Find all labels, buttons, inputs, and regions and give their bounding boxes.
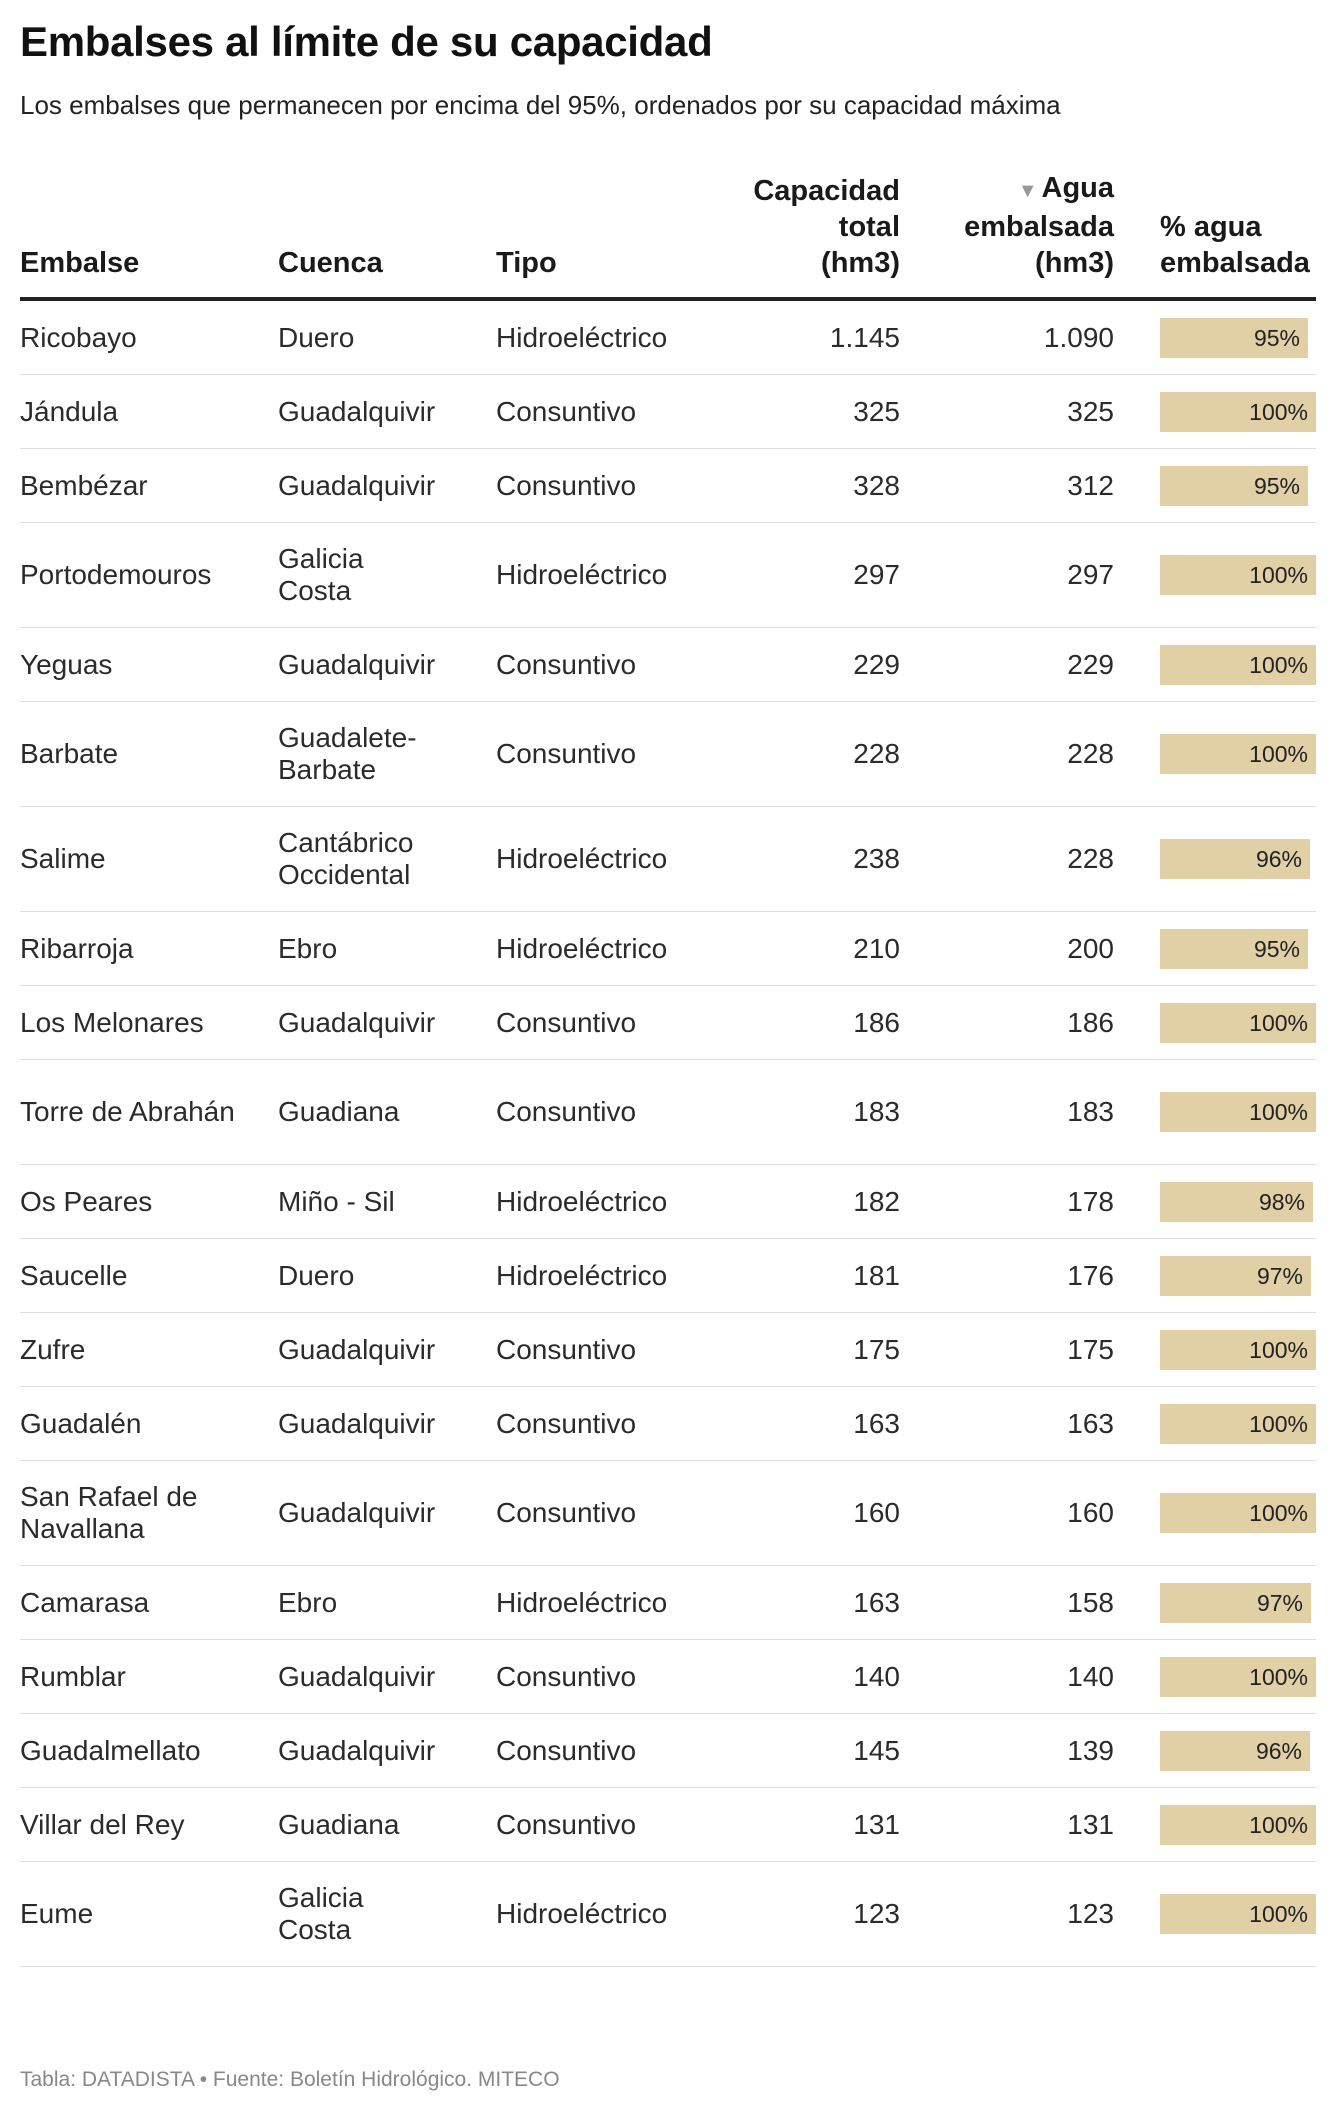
cell-embalse: Salime [20,843,106,874]
cell-cuenca: Duero [278,1259,355,1291]
cell-capacidad: 186 [853,1006,900,1038]
cell-agua: 139 [1067,1734,1114,1766]
cell-agua: 228 [1067,738,1114,769]
pct-bar-track [1160,1583,1316,1623]
cell-agua: 228 [1067,843,1114,874]
cell-agua: 200 [1067,932,1114,964]
cell-tipo: Consuntivo [496,648,637,680]
cell-agua: 178 [1067,1185,1114,1217]
header-pct-line1: % agua [1160,211,1262,243]
cell-cuenca: Galicia Costa [278,1882,364,1945]
pct-bar-track [1160,1657,1316,1697]
cell-agua: 312 [1067,469,1114,501]
pct-bar-track [1160,645,1316,685]
cell-tipo: Consuntivo [496,469,637,501]
cell-embalse: Camarasa [20,1586,150,1618]
cell-capacidad: 228 [853,738,900,769]
header-capacidad-line2: total [838,211,900,243]
pct-bar [1160,839,1310,879]
cell-embalse: Portodemouros [20,559,212,590]
cell-capacidad: 140 [853,1660,900,1692]
cell-tipo: Consuntivo [496,1734,637,1766]
header-agua[interactable] [900,170,1114,299]
pct-bar [1160,1493,1316,1533]
cell-embalse: Los Melonares [20,1006,204,1038]
cell-pct [1114,807,1316,912]
cell-pct [1114,1313,1316,1387]
cell-tipo: Consuntivo [496,1660,637,1692]
cell-cuenca: Guadalquivir [278,1407,436,1439]
header-tipo[interactable]: Tipo [496,247,557,279]
cell-tipo: Consuntivo [496,1096,637,1127]
header-cuenca[interactable]: Cuenca [278,247,383,279]
pct-bar [1160,1805,1316,1845]
table-row [20,1313,1316,1387]
cell-tipo: Hidroeléctrico [496,1185,668,1217]
cell-agua: 131 [1067,1808,1114,1840]
cell-pct [1114,628,1316,702]
cell-pct [1114,1566,1316,1640]
pct-label: 97% [1256,1589,1303,1616]
pct-bar [1160,1657,1316,1697]
cell-capacidad: 163 [853,1407,900,1439]
pct-label: 100% [1249,1500,1308,1526]
cell-tipo: Hidroeléctrico [496,321,668,353]
pct-bar-track [1160,1894,1316,1934]
cell-capacidad: 183 [853,1096,900,1127]
source-footer: Tabla: DATADISTA • Fuente: Boletín Hidrológico. MITECO [20,2068,560,2091]
cell-capacidad: 210 [853,932,900,964]
pct-bar-track [1160,466,1316,506]
cell-cuenca: Ebro [278,1586,338,1618]
cell-cuenca: Guadiana [278,1808,400,1840]
cell-cuenca: Guadalquivir [278,1006,436,1038]
table-row [20,523,1316,628]
pct-label: 100% [1249,741,1308,767]
table-row [20,986,1316,1060]
cell-capacidad: 238 [853,843,900,874]
cell-embalse: Ribarroja [20,932,134,964]
table-row [20,1239,1316,1313]
pct-label: 95% [1253,472,1300,499]
cell-agua: 1.090 [1043,321,1114,353]
pct-bar-track [1160,1256,1316,1296]
pct-bar-track [1160,929,1316,969]
pct-label: 100% [1249,1663,1308,1690]
cell-cuenca: Guadiana [278,1096,400,1127]
header-agua-line3: (hm3) [1035,247,1114,279]
header-capacidad-line3: (hm3) [821,247,900,279]
pct-bar [1160,555,1316,595]
pct-label: 95% [1253,324,1300,351]
cell-cuenca: Guadalquivir [278,1497,436,1528]
pct-label: 95% [1253,935,1300,962]
cell-embalse: Bembézar [20,469,148,501]
cell-embalse: Torre de Abrahán [20,1096,235,1127]
cell-embalse: Zufre [20,1333,86,1365]
pct-bar-track [1160,318,1316,358]
header-agua-line1 [900,170,1114,209]
cell-tipo: Consuntivo [496,1006,637,1038]
cell-tipo: Consuntivo [496,395,637,427]
cell-tipo: Hidroeléctrico [496,932,668,964]
cell-tipo: Hidroeléctrico [496,1898,668,1929]
cell-tipo: Hidroeléctrico [496,1586,668,1618]
cell-capacidad: 325 [853,395,900,427]
cell-pct [1114,523,1316,628]
pct-label: 100% [1249,398,1308,425]
pct-bar [1160,1330,1316,1370]
pct-bar-track [1160,1182,1316,1222]
cell-tipo: Consuntivo [496,1497,637,1528]
pct-bar [1160,1182,1313,1222]
pct-label: 97% [1256,1262,1303,1289]
table-row [20,1165,1316,1239]
cell-cuenca: Guadalete-Barbate [278,722,417,785]
cell-pct [1114,702,1316,807]
pct-label: 100% [1249,562,1308,588]
header-pct-line2: embalsada [1160,247,1310,279]
cell-agua: 183 [1067,1096,1114,1127]
pct-bar-track [1160,839,1316,879]
cell-cuenca: Cantábrico Occidental [278,827,414,890]
cell-pct [1114,1387,1316,1461]
table-row [20,1566,1316,1640]
table-row [20,702,1316,807]
pct-bar [1160,318,1308,358]
cell-agua: 176 [1067,1259,1114,1291]
pct-bar [1160,1092,1316,1132]
header-agua-line1-text: Agua [1041,172,1114,204]
cell-embalse: Jándula [20,395,119,427]
table-row [20,912,1316,986]
table-header-row [20,170,1316,299]
page-subtitle: Los embalses que permanecen por encima del 95%, ordenados por su capacidad máxima [20,90,1061,120]
cell-capacidad: 297 [853,559,900,590]
table-row [20,1060,1316,1165]
cell-embalse: Saucelle [20,1259,128,1291]
cell-cuenca: Guadalquivir [278,395,436,427]
cell-cuenca: Guadalquivir [278,648,436,680]
pct-label: 96% [1255,1737,1302,1764]
cell-pct [1114,1714,1316,1788]
cell-tipo: Hidroeléctrico [496,843,668,874]
page-title: Embalses al límite de su capacidad [20,18,713,65]
cell-cuenca: Galicia Costa [278,543,364,606]
pct-bar [1160,1256,1311,1296]
cell-pct [1114,1060,1316,1165]
cell-capacidad: 131 [853,1808,900,1840]
cell-cuenca: Guadalquivir [278,1333,436,1365]
cell-pct [1114,986,1316,1060]
pct-label: 100% [1249,651,1308,678]
cell-agua: 175 [1067,1333,1114,1365]
cell-embalse: Guadalmellato [20,1734,201,1766]
pct-label: 100% [1249,1811,1308,1838]
cell-pct [1114,912,1316,986]
cell-embalse: Os Peares [20,1185,153,1217]
cell-agua: 186 [1067,1006,1114,1038]
cell-pct [1114,1788,1316,1862]
cell-pct [1114,1461,1316,1566]
cell-tipo: Consuntivo [496,738,637,769]
cell-capacidad: 175 [853,1333,900,1365]
pct-label: 96% [1255,846,1302,872]
table-row [20,628,1316,702]
pct-bar-track [1160,1330,1316,1370]
table-row [20,1714,1316,1788]
cell-embalse: Guadalén [20,1407,142,1439]
pct-bar [1160,1894,1316,1934]
cell-capacidad: 229 [853,648,900,680]
header-capacidad-line1: Capacidad [753,175,900,207]
cell-capacidad: 123 [853,1898,900,1929]
pct-bar-track [1160,555,1316,595]
cell-pct [1114,1165,1316,1239]
cell-pct [1114,375,1316,449]
table-row [20,375,1316,449]
table-row [20,299,1316,375]
table-row [20,1862,1316,1967]
header-capacidad[interactable] [686,170,900,299]
pct-bar-track [1160,1003,1316,1043]
cell-tipo: Consuntivo [496,1407,637,1439]
table-row [20,1788,1316,1862]
cell-pct [1114,299,1316,375]
pct-bar-track [1160,1493,1316,1533]
pct-bar-track [1160,1731,1316,1771]
cell-cuenca: Guadalquivir [278,469,436,501]
cell-embalse: Rumblar [20,1660,126,1692]
pct-bar [1160,1583,1311,1623]
pct-bar [1160,1404,1316,1444]
cell-capacidad: 160 [853,1497,900,1528]
pct-bar-track [1160,1404,1316,1444]
header-embalse[interactable]: Embalse [20,247,140,279]
cell-embalse: Eume [20,1898,94,1929]
pct-bar [1160,466,1308,506]
table-row [20,1387,1316,1461]
pct-bar-track [1160,734,1316,774]
cell-embalse: San Rafael de Navallana [20,1481,198,1544]
cell-cuenca: Duero [278,321,355,353]
pct-bar [1160,734,1316,774]
cell-agua: 325 [1067,395,1114,427]
sort-descending-icon: ▼ [1017,180,1038,202]
reservoir-table [20,170,1316,1967]
cell-capacidad: 1.145 [829,321,900,353]
table-row [20,449,1316,523]
cell-cuenca: Guadalquivir [278,1660,436,1692]
table-body [20,299,1316,1967]
cell-pct [1114,449,1316,523]
cell-cuenca: Ebro [278,932,338,964]
cell-capacidad: 328 [853,469,900,501]
pct-bar-track [1160,1092,1316,1132]
pct-bar [1160,929,1308,969]
cell-agua: 297 [1067,559,1114,590]
cell-agua: 158 [1067,1586,1114,1618]
cell-embalse: Villar del Rey [20,1808,185,1840]
pct-bar [1160,1003,1316,1043]
pct-label: 98% [1258,1188,1305,1215]
cell-agua: 160 [1067,1497,1114,1528]
cell-capacidad: 181 [853,1259,900,1291]
pct-bar-track [1160,392,1316,432]
cell-tipo: Consuntivo [496,1333,637,1365]
pct-bar [1160,1731,1310,1771]
cell-agua: 123 [1067,1898,1114,1929]
cell-pct [1114,1239,1316,1313]
pct-label: 100% [1249,1901,1308,1927]
cell-tipo: Consuntivo [496,1808,637,1840]
cell-tipo: Hidroeléctrico [496,559,668,590]
cell-capacidad: 182 [853,1185,900,1217]
pct-label: 100% [1249,1099,1308,1125]
pct-bar [1160,392,1316,432]
table-row [20,1461,1316,1566]
pct-bar-track [1160,1805,1316,1845]
cell-cuenca: Guadalquivir [278,1734,436,1766]
pct-label: 100% [1249,1336,1308,1363]
table-row [20,807,1316,912]
cell-capacidad: 145 [853,1734,900,1766]
cell-embalse: Barbate [20,738,119,769]
pct-label: 100% [1249,1009,1308,1036]
cell-pct [1114,1640,1316,1714]
cell-capacidad: 163 [853,1586,900,1618]
pct-label: 100% [1249,1410,1308,1437]
cell-agua: 140 [1067,1660,1114,1692]
pct-bar [1160,645,1316,685]
table-row [20,1640,1316,1714]
cell-pct [1114,1862,1316,1967]
header-pct[interactable] [1114,170,1316,299]
cell-agua: 163 [1067,1407,1114,1439]
cell-agua: 229 [1067,648,1114,680]
cell-tipo: Hidroeléctrico [496,1259,668,1291]
cell-cuenca: Miño - Sil [278,1185,395,1217]
cell-embalse: Yeguas [20,648,113,680]
cell-embalse: Ricobayo [20,321,137,353]
header-agua-line2: embalsada [964,211,1114,243]
